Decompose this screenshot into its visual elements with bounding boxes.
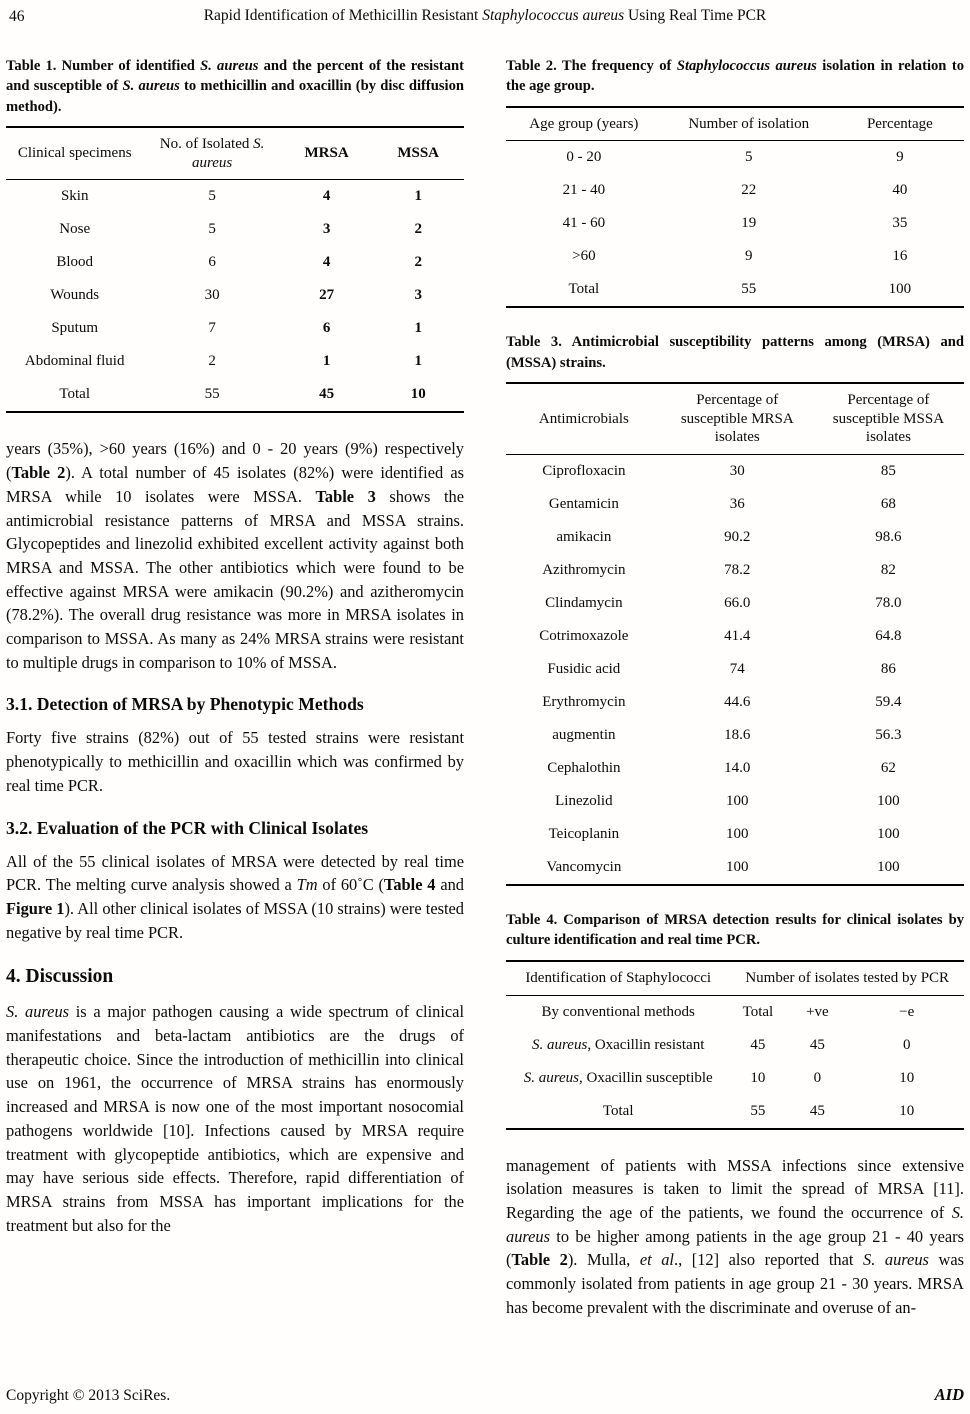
table-cell: 100 [877,793,900,810]
text-run: MSSA [397,145,440,162]
table-cell: 62 [880,760,896,777]
text-run: , Oxacillin susceptible [578,1069,713,1086]
text-run: Staphylococcus aureus [676,58,817,74]
text-run: S. aureus [122,78,180,95]
text-run: and [435,875,464,895]
table-row [506,653,964,686]
table-row [506,174,964,207]
table-cell: 10 [750,1069,766,1086]
table3-header-antimicrobials: Antimicrobials [538,410,629,427]
table4-caption [506,910,964,951]
left-column [6,56,464,1237]
table-cell: 14.0 [724,760,751,777]
table-row [6,378,464,412]
table-cell: 68 [880,496,896,513]
discussion-paragraph-2 [506,1154,964,1320]
page-footer [6,1385,964,1405]
table-cell: 18.6 [724,727,751,744]
text-run: is a major pathogen causing a wide spectrum of clinical manifestations and beta-lactam antibiotics are the drugs of therapeutic choice. Since the introduction of methicillin into clinical use on 1961, the occurrence of MRSA strains has enormously increased and MRSA is now one of the most important nosocomial pathogens worldwide [10]. Infections caused by MRSA require treatment with glycopeptide antibiotics, which are expensive and may have serious side effects. Therefore, rapid differentiation of MRSA strains from MSSA has important implications for the treatment but also for the [6,1002,464,1235]
table-cell: 100 [726,793,749,810]
table-cell: 74 [729,661,745,678]
table-cell: 90.2 [724,529,751,546]
table-cell: 1 [414,188,422,205]
table-cell: 100 [877,826,900,843]
table-cell: 66.0 [724,595,751,612]
table-row [6,312,464,345]
table-cell: Abdominal fluid [24,353,125,370]
table-cell: 2 [208,353,216,370]
table-cell: 6 [208,254,216,271]
discussion-paragraph-1 [6,1000,464,1237]
table-cell: 5 [208,221,216,238]
table-cell: Nose [59,221,91,238]
table1-head [6,127,464,180]
table3-caption [506,332,964,373]
table-cell: 78.0 [875,595,902,612]
section-3-1-paragraph: Forty five strains (82%) out of 55 tested strains were resistant phenotypically to methicillin and oxacillin which was confirmed by real time PCR. [6,728,464,795]
table-row [506,851,964,885]
table1-header-no-isolated [143,127,280,180]
table-row [506,207,964,240]
table1-caption [6,56,464,117]
table-cell: 100 [877,859,900,876]
table-cell: −e [899,1003,915,1020]
table-cell: 0 [902,1036,911,1053]
table-row [506,620,964,653]
table-header-row [506,961,964,995]
table-cell: 45 [319,386,335,403]
table-cell: 45 [750,1036,766,1053]
table-cell: 100 [726,859,749,876]
section-3-2-heading: 3.2. Evaluation of the PCR with Clinical Isolates [6,817,369,838]
running-title [204,7,767,24]
table-cell: Azithromycin [542,562,626,579]
table-row [506,785,964,818]
section-3-2-paragraph [6,850,464,945]
table1-header-mrsa [281,127,373,180]
table-cell: 40 [892,182,908,199]
text-run: S. aureus [523,1069,579,1086]
table2-header-age-group: Age group (years) [529,115,639,132]
table-cell: Teicoplanin [548,826,620,843]
section-4-heading: 4. Discussion [6,966,114,988]
text-run: ). All other clinical isolates of MSSA (10 strains) were tested negative by real time PCR. [6,898,464,942]
table-row [506,554,964,587]
table3-header-mssa-susceptible: Percentage of susceptible MSSA isolates [832,391,945,446]
table-cell: Blood [56,254,94,271]
table-row [506,1062,964,1095]
text-run: , Oxacillin resistant [587,1036,705,1053]
table-row [506,587,964,620]
table-row [506,141,964,175]
text-run: Table 1. Number of identified [6,58,201,74]
table-cell: 16 [892,248,908,265]
table2 [506,106,964,309]
text-run: S. aureus [191,135,265,171]
table-cell: 64.8 [875,628,902,645]
text-run: Table 2. The frequency of [506,58,677,74]
table-cell: Sputum [51,320,99,337]
table-cell: 30 [204,287,220,304]
text-run: years (35%), >60 years (16%) and 0 - 20 years (9%) respectively ( [6,439,464,483]
table1-header-mssa [372,127,464,180]
table1-header-clinical-specimens [6,127,143,180]
table-cell: 36 [729,496,745,513]
table-cell: 3 [322,221,331,238]
table2-head [506,107,964,141]
table-cell: 45 [809,1036,825,1053]
journal-abbreviation: AID [934,1385,964,1404]
text-run: Table 2 [11,463,66,483]
copyright-text: Copyright © 2013 SciRes. [6,1387,171,1404]
table-cell: Skin [60,188,89,205]
table-cell: 55 [204,386,220,403]
table-row [506,521,964,554]
table-row [506,752,964,785]
table-cell: +ve [806,1003,829,1020]
table-cell: 5 [744,149,753,166]
table-row [506,488,964,521]
text-run: S. aureus [863,1250,929,1270]
text-run: shows the antimicrobial resistance patterns of MRSA and MSSA strains. Glycopeptides and linezolid exhibited excellent activity against both MRSA and MSSA. The other antibiotics which were found to be effective against MRSA were amikacin (90.2%) and azitheromycin (78.2%). The overall drug resistance was more in MRSA isolates in comparison to MSSA. As many as 24% MRSA strains were resistant to multiple drugs in comparison to 10% of MSSA. [6,486,464,672]
table-cell: Vancomycin [546,859,622,876]
text-run: Table 4 [383,875,436,895]
text-run: ., [12] also reported that [673,1250,864,1270]
table-row [506,240,964,273]
table-cell: 100 [888,281,912,298]
table-cell: augmentin [552,727,616,744]
table-header-row [506,107,964,141]
text-run: Rapid Identification of Methicillin Resistant [203,7,483,24]
table-cell: Ciprofloxacin [542,463,626,480]
text-run: to methicillin and oxacillin (by disc diffusion method). [6,78,464,115]
table-cell: 98.6 [875,529,902,546]
right-column [506,56,964,1319]
table-cell: 35 [892,215,908,232]
table-cell: 7 [208,320,216,337]
table-cell: 55 [741,281,757,298]
table-cell: 55 [750,1102,766,1119]
table-cell: 5 [208,188,216,205]
text-run: Table 4. Comparison of MRSA detection results for clinical isolates by culture identification and real time PCR. [506,912,964,949]
table3 [506,382,964,886]
text-run: S. aureus [200,58,259,74]
text-run: Tm [296,875,318,895]
table-cell: 27 [319,287,335,304]
page-number: 46 [9,8,25,25]
table-cell: 1 [414,353,422,370]
table-cell: 6 [322,320,331,337]
table-row [6,279,464,312]
text-run: S. aureus [532,1036,588,1053]
text-run: et al [639,1250,674,1270]
table-cell: 41.4 [724,628,751,645]
table-cell: 85 [880,463,896,480]
table2-header-percentage: Percentage [866,115,933,132]
section-3-1-heading: 3.1. Detection of MRSA by Phenotypic Methods [6,694,364,715]
text-run: MRSA [304,145,349,162]
table-cell: 10 [899,1069,915,1086]
text-run: Figure 1 [6,898,65,918]
text-run: Using Real Time PCR [624,7,767,24]
text-run: ). Mulla, [567,1250,640,1270]
table-cell: Erythromycin [542,694,626,711]
table3-header-mrsa-susceptible: Percentage of susceptible MRSA isolates [680,391,794,446]
table-cell: 3 [414,287,422,304]
text-run: No. of Isolated [159,135,254,152]
table-cell [506,1062,730,1095]
text-run: was commonly isolated from patients in age group 21 - 30 years. MRSA has become prevalent with the discriminate and overuse of an- [506,1250,964,1317]
table-row [6,213,464,246]
table-cell: 1 [322,353,331,370]
table-cell: Total [602,1102,634,1119]
table-cell: 9 [896,149,904,166]
table-cell: 30 [729,463,745,480]
text-run: Table 3. Antimicrobial susceptibility patterns among (MRSA) and (MSSA) strains. [506,334,964,371]
table-cell: amikacin [556,529,612,546]
table-cell: Gentamicin [548,496,619,513]
table2-body [506,141,964,308]
table-cell: 2 [414,254,422,271]
table-cell: Cotrimoxazole [539,628,629,645]
table-cell: 10 [899,1102,915,1119]
table-row [506,818,964,851]
table-cell: Wounds [50,287,100,304]
table1-body [6,180,464,413]
text-run: Staphylococcus aureus [482,7,625,24]
table-cell: 9 [744,248,753,265]
table2-caption [506,56,964,97]
table-header-row [506,383,964,455]
table-cell: Linezolid [555,793,613,810]
table-cell: By conventional methods [541,1003,695,1020]
text-run: S. aureus [506,1202,964,1246]
results-paragraph [6,437,464,674]
table-cell: 4 [322,188,331,205]
table-cell: Cephalothin [547,760,621,777]
table3-head [506,383,964,455]
table-row [506,719,964,752]
table-cell: Total [742,1003,774,1020]
table-cell: 56.3 [875,727,902,744]
text-run: All of the 55 clinical isolates of MRSA were detected by real time PCR. The melting curve analysis showed a [6,851,464,895]
table-cell: 82 [880,562,896,579]
table-cell: 44.6 [724,694,751,711]
table-cell: 0 - 20 [566,149,602,166]
table-header-row [6,127,464,180]
table-cell: Total [59,386,90,403]
table-row [506,1095,964,1129]
table4-body [506,995,964,1129]
table-row [506,686,964,719]
table-cell: 78.2 [724,562,751,579]
table-cell [506,1029,730,1062]
text-run: to be higher among patients in the age group 21 - 40 years ( [506,1226,964,1270]
table-cell: 59.4 [875,694,902,711]
text-run: Clinical specimens [17,145,132,162]
table-row [6,180,464,214]
table-cell: 2 [414,221,422,238]
table-cell: Total [568,281,600,298]
table-cell: 4 [322,254,331,271]
table-row [6,345,464,378]
table4-header-identification: Identification of Staphylococci [525,969,712,986]
table-cell: 0 [813,1069,822,1086]
text-run: of 60˚C ( [317,875,384,895]
table-cell: >60 [572,248,596,265]
text-run: isolation in relation to the age group. [506,58,965,95]
table2-header-number-isolation: Number of isolation [688,115,810,132]
table-row [506,1029,964,1062]
table-cell: 45 [809,1102,825,1119]
table-row [6,246,464,279]
text-run: management of patients with MSSA infections since extensive isolation measures is taken to limit the spread of MRSA [11]. Regarding the age of the patients, we found the occurrence of [506,1155,964,1222]
table-row [506,995,964,1029]
table-row [506,273,964,307]
table-cell: Clindamycin [545,595,623,612]
table-cell: Fusidic acid [547,661,621,678]
table4 [506,960,964,1130]
table-cell: 41 - 60 [562,215,606,232]
table-cell: 21 - 40 [562,182,606,199]
table-cell: 86 [880,661,896,678]
table-cell: 22 [741,182,757,199]
table4-header-pcr-span: Number of isolates tested by PCR [745,969,950,986]
table1 [6,126,464,414]
text-run: Table 2 [511,1250,568,1270]
table-cell: 100 [726,826,749,843]
table4-head [506,961,964,995]
table-row [506,455,964,489]
text-run: Table 3 [315,486,376,506]
text-run: S. aureus [6,1002,70,1022]
table-cell: 10 [410,386,426,403]
table3-body [506,455,964,886]
text-run: ). A total number of 45 isolates (82%) were identified as MRSA while 10 isolates were MSSA. [6,463,464,506]
table-cell: 19 [741,215,757,232]
text-run: and the percent of the resistant and susceptible of [6,58,465,95]
table-cell: 1 [414,320,422,337]
page-header [0,7,970,25]
